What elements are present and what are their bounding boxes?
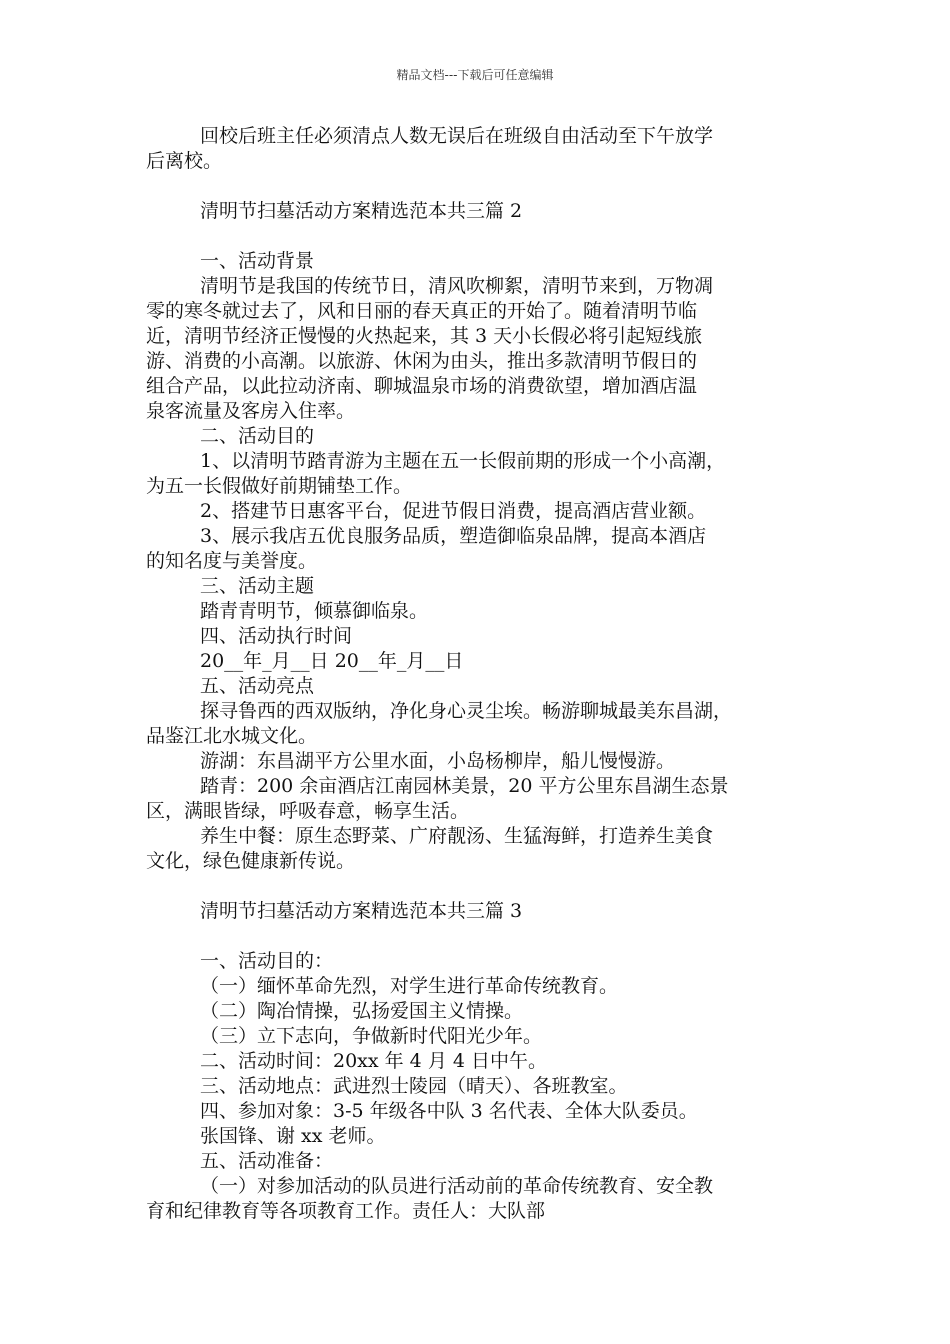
- text-line: 零的寒冬就过去了，风和日丽的春天真正的开始了。随着清明节临: [146, 300, 698, 322]
- text-line: 20__年_月__日 20__年_月__日: [200, 650, 464, 672]
- text-line: 五、活动准备：: [200, 1150, 334, 1172]
- text-line: 清明节扫墓活动方案精选范本共三篇 3: [200, 900, 523, 922]
- text-line: 回校后班主任必须清点人数无误后在班级自由活动至下午放学: [200, 125, 714, 147]
- blank-line: [146, 924, 812, 949]
- blank-line: [146, 174, 812, 199]
- text-line: 1、以清明节踏青游为主题在五一长假前期的形成一个小高潮，: [200, 450, 726, 472]
- text-line: 四、参加对象：3-5 年级各中队 3 名代表、全体大队委员。: [200, 1100, 698, 1122]
- text-line: 踏青：200 余亩酒店江南园林美景，20 平方公里东昌湖生态景: [200, 775, 729, 797]
- text-line: （一）缅怀革命先烈，对学生进行革命传统教育。: [200, 975, 619, 997]
- text-line: 的知名度与美誉度。: [146, 550, 318, 572]
- text-line: 区，满眼皆绿，呼吸春意，畅享生活。: [146, 800, 470, 822]
- text-line: 清明节是我国的传统节日，清风吹柳絮，清明节来到，万物凋: [200, 275, 714, 297]
- text-line: 游湖：东昌湖平方公里水面，小岛杨柳岸，船儿慢慢游。: [200, 750, 676, 772]
- text-line: 清明节扫墓活动方案精选范本共三篇 2: [200, 200, 523, 222]
- text-line: （二）陶冶情操，弘扬爱国主义情操。: [200, 1000, 524, 1022]
- text-line: 一、活动目的：: [200, 950, 334, 972]
- page-header: 精品文档---下载后可任意编辑: [396, 68, 554, 82]
- text-line: 泉客流量及客房入住率。: [146, 400, 356, 422]
- text-line: 四、活动执行时间: [200, 625, 353, 647]
- text-line: 二、活动目的: [200, 425, 315, 447]
- text-line: （三）立下志向，争做新时代阳光少年。: [200, 1025, 543, 1047]
- text-line: 二、活动时间：20xx 年 4 月 4 日中午。: [200, 1050, 547, 1072]
- text-line: 品鉴江北水城文化。: [146, 725, 318, 747]
- text-line: 为五一长假做好前期铺垫工作。: [146, 475, 413, 497]
- text-line: 三、活动地点：武进烈士陵园（晴天）、各班教室。: [200, 1075, 628, 1097]
- text-line: 2、搭建节日惠客平台，促进节假日消费，提高酒店营业额。: [200, 500, 707, 522]
- text-line: 3、展示我店五优良服务品质，塑造御临泉品牌，提高本酒店: [200, 525, 707, 547]
- text-line: 踏青青明节，倾慕御临泉。: [200, 600, 429, 622]
- text-line: 三、活动主题: [200, 575, 315, 597]
- text-line: 后离校。: [146, 150, 223, 172]
- document-body: [146, 124, 812, 1224]
- text-line: 养生中餐：原生态野菜、广府靓汤、生猛海鲜，打造养生美食: [200, 825, 714, 847]
- text-line: 五、活动亮点: [200, 675, 315, 697]
- text-line: 一、活动背景: [200, 250, 315, 272]
- text-line: 文化，绿色健康新传说。: [146, 850, 356, 872]
- text-line: 探寻鲁西的西双版纳，净化身心灵尘埃。畅游聊城最美东昌湖，: [200, 700, 733, 722]
- text-line: 游、消费的小高潮。以旅游、休闲为由头，推出多款清明节假日的: [146, 350, 698, 372]
- text-line: 组合产品，以此拉动济南、聊城温泉市场的消费欲望，增加酒店温: [146, 375, 698, 397]
- blank-line: [146, 224, 812, 249]
- blank-line: [146, 874, 812, 899]
- text-line: （一）对参加活动的队员进行活动前的革命传统教育、安全教: [200, 1175, 714, 1197]
- text-line: 张国锋、谢 xx 老师。: [200, 1125, 386, 1147]
- text-line: 近，清明节经济正慢慢的火热起来，其 3 天小长假必将引起短线旅: [146, 325, 703, 347]
- text-line: 育和纪律教育等各项教育工作。责任人：大队部: [146, 1200, 546, 1222]
